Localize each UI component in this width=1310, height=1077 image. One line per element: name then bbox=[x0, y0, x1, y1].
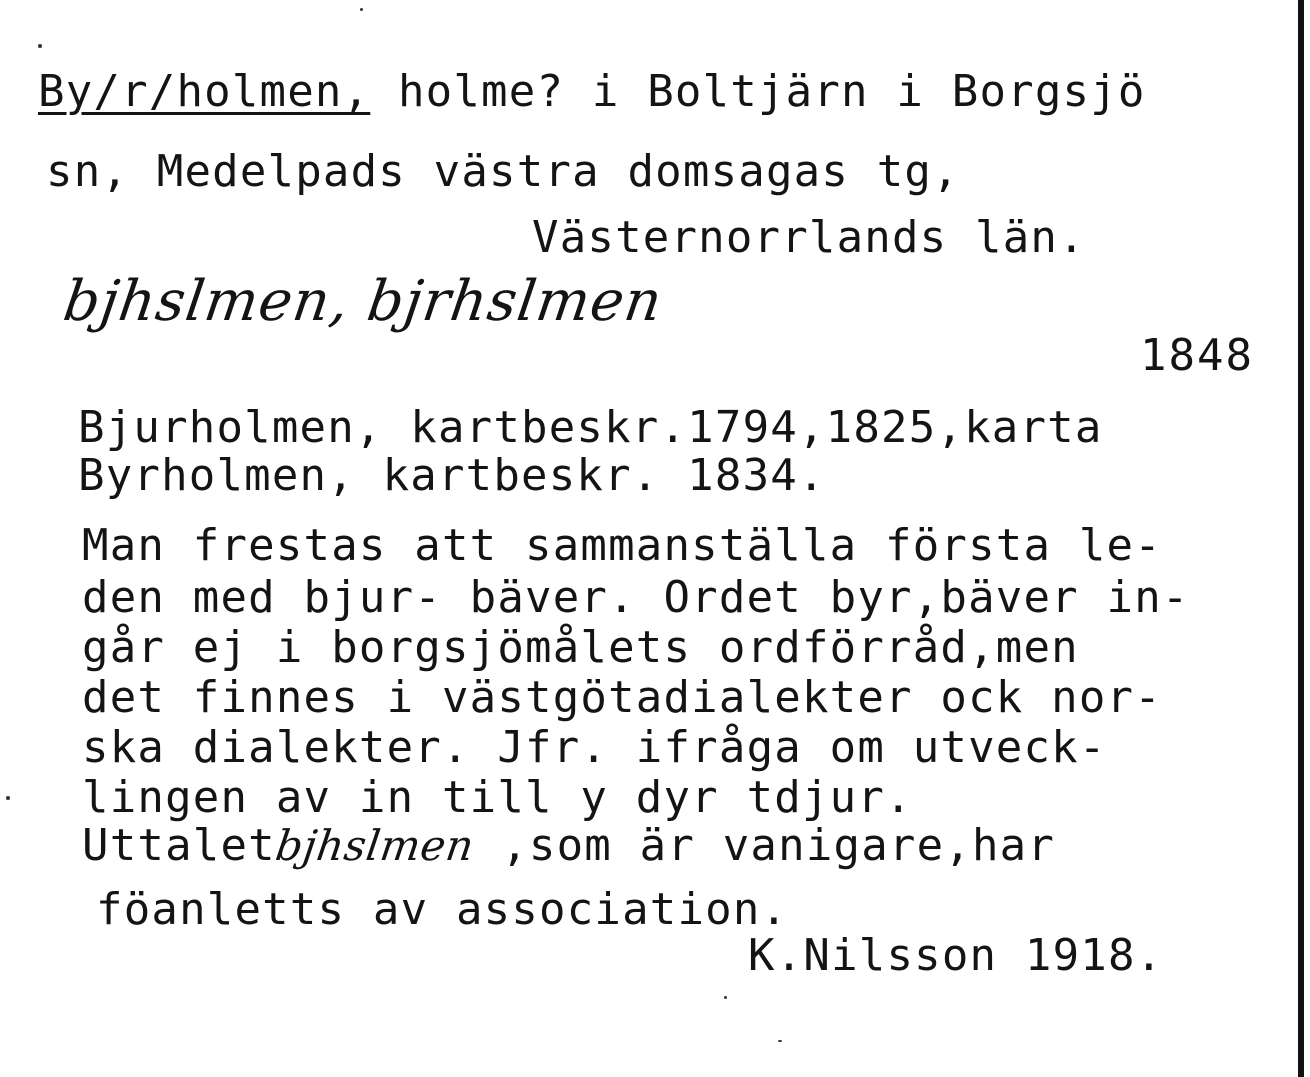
uttalet-line bbox=[82, 820, 1055, 872]
body-line-5: ska dialekter. Jfr. ifråga om utveck- bbox=[82, 722, 1107, 773]
uttalet-suffix: ,som är vanigare,har bbox=[473, 820, 1056, 871]
speck bbox=[778, 1040, 782, 1042]
county-line: Västernorrlands län. bbox=[532, 212, 1086, 263]
heading-line bbox=[38, 66, 1146, 118]
year-label: 1848 bbox=[1140, 330, 1254, 381]
headword: By/r/holmen, bbox=[38, 66, 371, 117]
handwritten-pronunciation: bjhslmen, bjrhslmen bbox=[59, 269, 667, 334]
uttalet-handwritten: bjhslmen bbox=[272, 821, 478, 870]
signature-line: K.Nilsson 1918. bbox=[748, 930, 1164, 981]
card-edge-line bbox=[1298, 0, 1304, 1077]
uttalet-prefix: Uttalet bbox=[82, 820, 276, 871]
source-line-1: Bjurholmen, kartbeskr.1794,1825,karta bbox=[78, 402, 1103, 453]
body-line-2: den med bjur- bäver. Ordet byr,bäver in- bbox=[82, 572, 1190, 623]
heading-rest: holme? i Boltjärn i Borgsjö bbox=[370, 66, 1146, 117]
source-line-2: Byrholmen, kartbeskr. 1834. bbox=[78, 450, 826, 501]
body-line-3: går ej i borgsjömålets ordförråd,men bbox=[82, 622, 1079, 673]
speck bbox=[6, 796, 10, 800]
speck bbox=[38, 44, 42, 48]
association-line: föanletts av association. bbox=[96, 884, 789, 935]
speck bbox=[360, 8, 363, 11]
parish-line: sn, Medelpads västra domsagas tg, bbox=[46, 146, 960, 197]
body-line-6: lingen av in till y dyr tdjur. bbox=[82, 772, 913, 823]
body-line-1: Man frestas att sammanställa första le- bbox=[82, 520, 1162, 571]
body-line-4: det finnes i västgötadialekter ock nor- bbox=[82, 672, 1162, 723]
speck bbox=[724, 996, 727, 999]
